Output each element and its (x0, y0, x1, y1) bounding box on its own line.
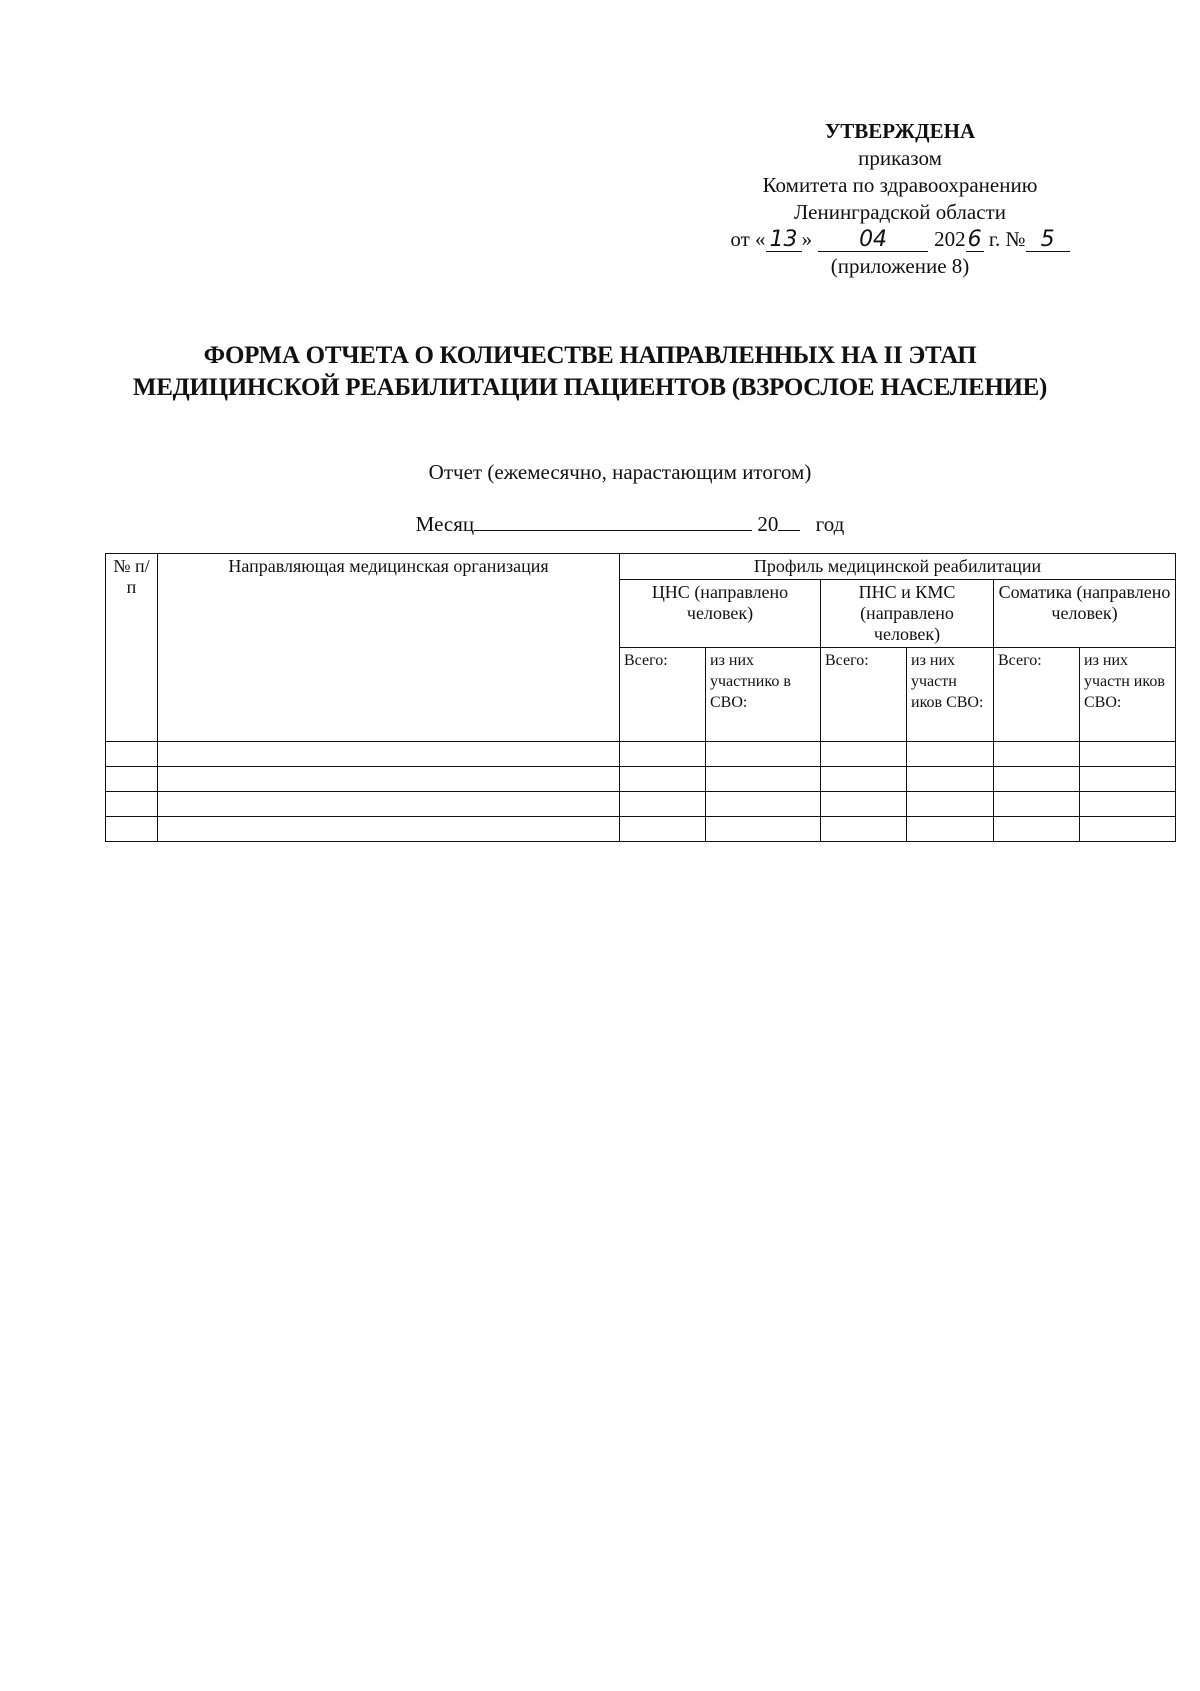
handwritten-order-number: 5 (1026, 229, 1070, 252)
table-cell[interactable] (620, 817, 706, 842)
year-prefix-label: 20 (757, 512, 779, 536)
table-cell[interactable] (994, 792, 1080, 817)
handwritten-month: 04 (818, 229, 928, 252)
table-cell[interactable] (106, 767, 158, 792)
table-cell[interactable] (907, 792, 994, 817)
table-row (106, 817, 1176, 842)
date-separator: » (801, 227, 813, 251)
month-label: Месяц (415, 512, 475, 536)
approval-committee-line: Комитета по здравоохранению (762, 173, 1038, 197)
table-cell[interactable] (620, 767, 706, 792)
table-cell[interactable] (1080, 742, 1176, 767)
month-blank-field[interactable] (474, 510, 752, 531)
approval-heading: УТВЕРЖДЕНА (824, 119, 976, 143)
header-som-total: Всего: (994, 648, 1080, 742)
table-cell[interactable] (706, 817, 821, 842)
table-cell[interactable] (106, 817, 158, 842)
table-cell[interactable] (620, 792, 706, 817)
table-cell[interactable] (706, 767, 821, 792)
table-cell[interactable] (620, 742, 706, 767)
table-cell[interactable] (907, 767, 994, 792)
report-table (105, 553, 1176, 842)
approval-region-line: Ленинградской области (794, 200, 1006, 224)
header-pns-svo: из них участн иков СВО: (907, 648, 994, 742)
handwritten-year-digit: 6 (967, 227, 982, 252)
table-cell[interactable] (907, 742, 994, 767)
year-blank-field[interactable] (778, 510, 800, 531)
table-cell[interactable] (821, 767, 907, 792)
handwritten-day: 13 (766, 229, 802, 252)
table-cell[interactable] (158, 817, 620, 842)
year-prefix: 202 (934, 227, 966, 251)
table-cell[interactable] (1080, 767, 1176, 792)
table-cell[interactable] (1080, 792, 1176, 817)
report-subtitle: Отчет (ежемесячно, нарастающим итогом) (428, 460, 812, 484)
date-prefix: от « (730, 227, 766, 251)
approval-block (690, 118, 1110, 280)
table-cell[interactable] (706, 742, 821, 767)
approval-order-line: приказом (858, 146, 942, 170)
table-cell[interactable] (821, 792, 907, 817)
table-cell[interactable] (106, 742, 158, 767)
header-cns-total: Всего: (620, 648, 706, 742)
order-number-label: г. № (983, 227, 1026, 251)
year-label: год (815, 512, 845, 536)
table-cell[interactable] (821, 817, 907, 842)
period-line (200, 510, 1060, 537)
table-row (106, 767, 1176, 792)
table-cell[interactable] (821, 742, 907, 767)
table-cell[interactable] (158, 767, 620, 792)
form-title-line-1: ФОРМА ОТЧЕТА О КОЛИЧЕСТВЕ НАПРАВЛЕННЫХ НА II ЭТАП (203, 342, 977, 369)
table-cell[interactable] (158, 792, 620, 817)
table-cell[interactable] (994, 767, 1080, 792)
header-rehab-profile: Профиль медицинской реабилитации (620, 554, 1176, 580)
header-pns-total: Всего: (821, 648, 907, 742)
header-organization: Направляющая медицинская организация (158, 554, 620, 742)
table-row (106, 742, 1176, 767)
table-cell[interactable] (994, 742, 1080, 767)
header-som-svo: из них участн иков СВО: (1080, 648, 1176, 742)
header-group-cns: ЦНС (направлено человек) (620, 580, 821, 648)
header-group-pns-kms: ПНС и КМС (направлено человек) (821, 580, 994, 648)
table-cell[interactable] (706, 792, 821, 817)
header-cns-svo: из них участнико в СВО: (706, 648, 821, 742)
header-group-somatics: Соматика (направлено человек) (994, 580, 1176, 648)
table-cell[interactable] (994, 817, 1080, 842)
table-cell[interactable] (1080, 817, 1176, 842)
appendix-label: (приложение 8) (830, 254, 970, 278)
table-cell[interactable] (158, 742, 620, 767)
approval-date-line (690, 226, 1110, 253)
header-row-1 (106, 554, 1176, 580)
form-title (90, 340, 1090, 404)
form-title-line-2: МЕДИЦИНСКОЙ РЕАБИЛИТАЦИИ ПАЦИЕНТОВ (ВЗРОСЛОЕ НАСЕЛЕНИЕ) (132, 374, 1048, 401)
table-row (106, 792, 1176, 817)
header-number: № п/п (106, 554, 158, 742)
table-cell[interactable] (106, 792, 158, 817)
table-cell[interactable] (907, 817, 994, 842)
